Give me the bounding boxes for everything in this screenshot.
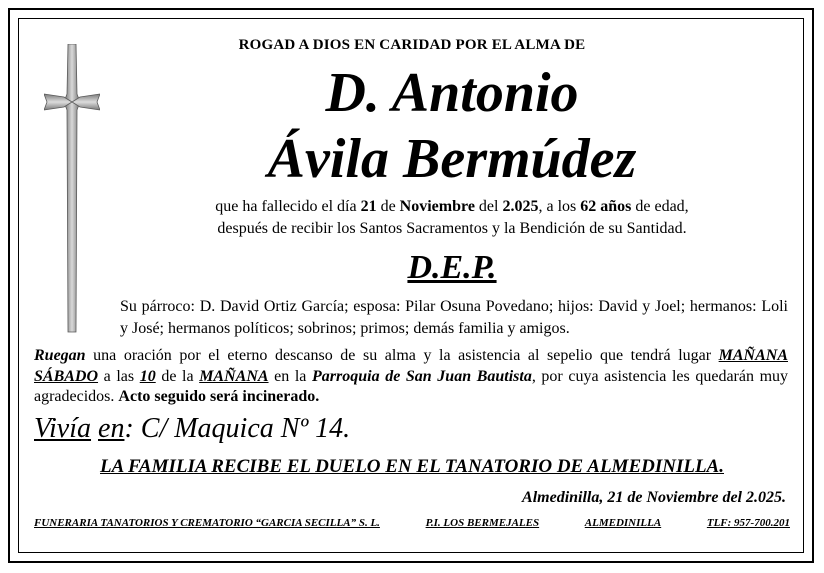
death-text: que ha fallecido el día bbox=[215, 198, 361, 215]
request-text: una oración por el eterno descanso de su alma y la asistencia al sepelio que tendrá lugar bbox=[85, 347, 719, 364]
request-text: en la bbox=[268, 367, 313, 385]
death-age: 62 años bbox=[580, 198, 632, 215]
footer-phone: TLF: 957-700.201 bbox=[706, 517, 790, 529]
time-manana: MAÑANA bbox=[199, 367, 269, 385]
request-text: a las bbox=[98, 367, 140, 385]
funeral-hour: 10 bbox=[139, 367, 156, 385]
death-text: de bbox=[376, 198, 400, 215]
death-text: del bbox=[474, 198, 503, 215]
funeral-request bbox=[34, 346, 788, 408]
death-text: , a los bbox=[538, 198, 581, 215]
mourning-notice: LA FAMILIA RECIBE EL DUELO EN EL TANATORIO DE ALMEDINILLA. bbox=[100, 456, 724, 477]
address-label-en: en bbox=[98, 413, 125, 444]
family-list: Su párroco: D. David Ortiz García; esposa: Pilar Osuna Povedano; hijos: David y Joel; hermanos: Loli y José; hermanos políticos; sobrinos; primos; demás familia y amigos. bbox=[120, 298, 788, 337]
header-invocation: ROGAD A DIOS EN CARIDAD POR EL ALMA DE bbox=[238, 37, 586, 53]
footer-town: ALMEDINILLA bbox=[584, 517, 662, 529]
deceased-name-line2: Ávila Bermúdez bbox=[267, 128, 637, 190]
footer-bar bbox=[34, 516, 790, 530]
death-month: Noviembre bbox=[399, 198, 475, 215]
day-manana: MAÑANA bbox=[718, 347, 788, 364]
ruegan-label: Ruegan bbox=[34, 347, 86, 364]
address-label-vivia: Vivía bbox=[34, 413, 92, 444]
request-text: de la bbox=[155, 367, 200, 385]
death-notice bbox=[120, 196, 784, 240]
footer-location: P.I. LOS BERMEJALES bbox=[425, 517, 540, 529]
sacraments-line: después de recibir los Santos Sacramentos y la Bendición de su Santidad. bbox=[217, 220, 687, 237]
address-line bbox=[34, 412, 350, 446]
dep-title: D.E.P. bbox=[407, 249, 497, 286]
day-sabado: SÁBADO bbox=[34, 367, 99, 385]
deceased-name-line1: D. Antonio bbox=[325, 62, 579, 124]
death-year: 2.025 bbox=[502, 198, 539, 215]
cremation-note: Acto seguido será incinerado. bbox=[118, 388, 320, 405]
place-date: Almedinilla, 21 de Noviembre del 2.025. bbox=[522, 489, 786, 506]
death-day: 21 bbox=[360, 198, 377, 215]
address-value: : C/ Maquica Nº 14. bbox=[124, 413, 351, 444]
footer-company: FUNERARIA TANATORIOS Y CREMATORIO “GARCIA SECILLA” S. L. bbox=[34, 517, 380, 529]
church-name: Parroquia de San Juan Bautista bbox=[312, 367, 532, 385]
latin-cross-icon bbox=[44, 44, 100, 334]
request-text: , por cuya asistencia les quedarán muy agradecidos. bbox=[34, 367, 789, 405]
death-text: de edad, bbox=[631, 198, 689, 215]
